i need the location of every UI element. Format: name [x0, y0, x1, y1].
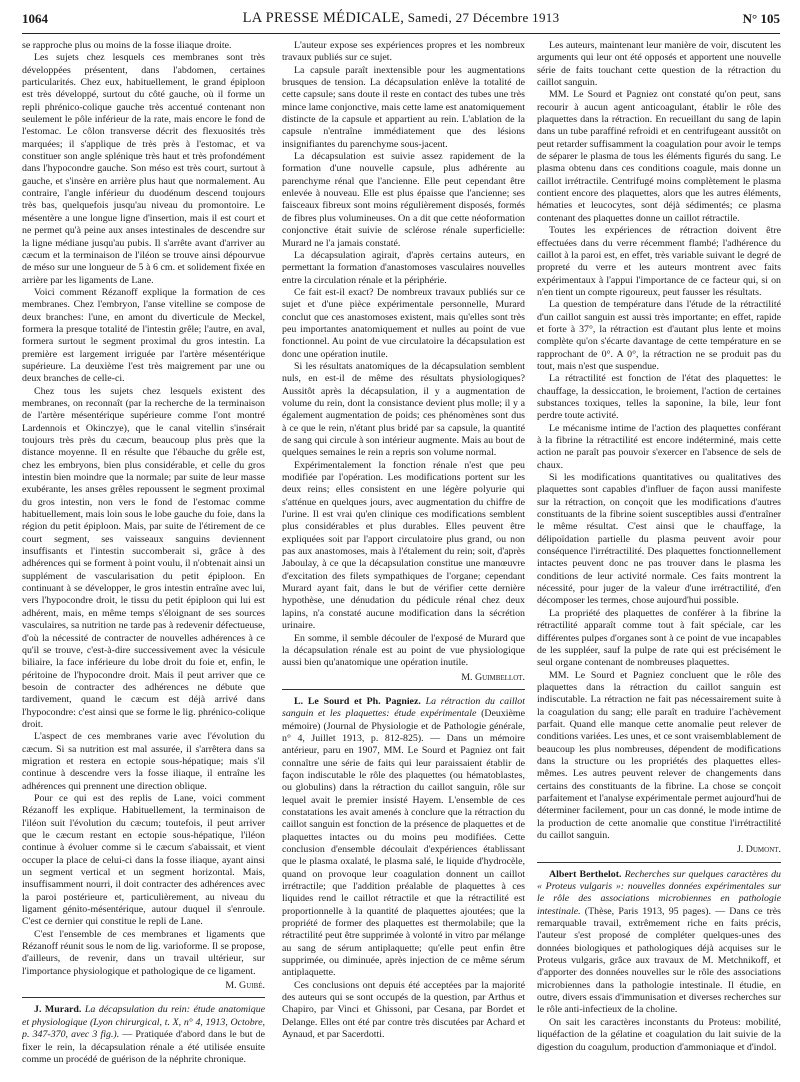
signature: M. Guimbellot. — [461, 671, 525, 683]
journal-name: LA PRESSE MÉDICALE, — [242, 10, 405, 26]
paragraph: La décapsulation est suivie assez rapidement de la formation d'une nouvelle capsule, plus adhérente au parenchyme rénal que l'ancienne. Elle peut cependant être enlevée à nouveau. Elle est plus épaisse que l'ancienne; ses faisceaux fibreux sont moins régulièrement disposés, formés de fibres plus volumineuses. On a dit que cette néoformation conjonctive était suivie de sclérose rénale superficielle: Murard ne l'a jamais constaté. — [282, 151, 525, 249]
paragraph: Si les résultats anatomiques de la décapsulation semblent nuls, en est-il de même des résultats physiologiques? Aussitôt après la décapsulation, il y a augmentation de volume du rein, dont la consistance devient plus molle; il y a également augmentation de poids; ces phénomènes sont dus à ce que le rein, n'étant plus bridé par sa capsule, la quantité de sang qui circule à son intérieur augmente. Mais au bout de quelques semaines le rein a repris son volume normal. — [282, 360, 525, 459]
review-title: La rétraction du caillot sanguin et les plaquettes: étude expérimentale — [282, 695, 525, 720]
paragraph: Les auteurs, maintenant leur manière de voir, discutent les arguments qui leur ont été opposés et apportent une nouvelle série de faits touchant cette question de la rétraction du caillot sanguin. — [537, 40, 781, 89]
paragraph: Ces conclusions ont depuis été acceptées par la majorité des auteurs qui se sont occupés de la question, par Arthus et Chapiro, par Vinci et Ghissoni, par Cesana, par Bordet et Delange. Elles ont été par contre très discutées par Achard et Aynaud, et par Sacerdotti. — [282, 979, 525, 1041]
paragraph: Toutes les expériences de rétraction doivent être effectuées dans du verre récemment flambé; l'adhérence du caillot à la paroi est, en effet, très variable suivant le degré de propreté du verre et les auteurs montrent avec faits expérimentaux à l'appui l'importance de ce facteur qui, si on n'en tient un compte rigoureux, peut fausser les résultats. — [537, 225, 781, 298]
paragraph: La capsule paraît inextensible pour les augmentations brusques de tension. La décapsulation enlève la totalité de cette capsule; sans doute il reste en contact des tubes une très mince lame conjonctive, mais cette lame est anatomiquement distincte de la capsule et appartient au rein. L'ablation de la capsule n'entraîne immédiatement que des lésions insignifiantes du parenchyme sous-jacent. — [282, 64, 525, 150]
signature: J. Dumont. — [736, 844, 781, 856]
paragraph: C'est l'ensemble de ces membranes et ligaments que Rézanoff réunit sous le nom de lig. varioforme. Il se propose, d'ailleurs, de revenir, dans un travail ultérieur, sur l'importance physiologique et pathologique de ce ligament. — [22, 928, 265, 977]
signature: M. Guibé. — [225, 980, 265, 992]
paragraph: Voici comment Rézanoff explique la formation de ces membranes. Chez l'embryon, l'anse vitelline se compose de deux branches: l'une, en amont du diverticule de Meckel, formera la presque totalité de l'intestin grêle; l'autre, en aval, formera surtout le segment proximal du gros intestin. La première est largement irriguée par l'artère mésentérique supérieure. La deuxième l'est très maigrement par une ou deux branches de celle-ci. — [22, 286, 265, 385]
paragraph: MM. Le Sourd et Pagniez ont constaté qu'on peut, sans recourir à aucun agent anticoagulant, établir le rôle des plaquettes dans la rétraction. En recueillant du sang de lapin dans un tube paraffiné refroidi et en centrifugeant aussitôt on peut retarder suffisamment la coagulation pour avoir le temps de séparer le plasma de tous les éléments figurés du sang. Le plasma obtenu dans ces conditions coagule, mais donne un caillot irrétractile. Centrifugé moins complètement le plasma contient encore des plaquettes, alors que les autres éléments, hématies et leucocytes, sont déjà sédimentés; ce plasma contenant des plaquettes donne un caillot rétractile. — [537, 89, 781, 224]
review-entry — [537, 869, 781, 1017]
issue-date: Samedi, 27 Décembre 1913 — [404, 10, 560, 25]
paragraph: Chez tous les sujets chez lesquels existent des membranes, on reconnaît (par la recherche de la terminaison de l'artère mésentérique supérieure comme l'ont montré Lardennois et Okinczye), que le canal vitellin s'insérait toujours très près du cæcum, beaucoup plus près que la distance moyenne. Il en résulte que l'ébauche du grêle est, chez les embryons, bien plus considérable, et celle du gros intestin bien moindre que la normale; par suite de leur masse exubérante, les anses grêles repoussent le segment proximal du gros intestin, non vers le fond de l'estomac comme habituellement, mais loin sous le lobe gauche du foie, dans la région du petit épiploon. Mais, par suite de l'étirement de ce court segment, ses vaisseaux sanguins deviennent insuffisants et l'intestin succomberait si, grâce à des adhérences qui se forment à point voulu, il n'obtenait ainsi un supplément de vascularisation du petit épiploon. En continuant à se développer, le gros intestin entraîne avec lui, vers l'hypocondre droit, le tissu du petit épiploon qui lui est adhérent, mais, en même temps s'éloignant de ses sources vasculaires, sa nutrition ne tarde pas à redevenir défectueuse, d'où la nécessité de contracter de nouvelles adhérences à ce qu'il se trouve, c'est-à-dire successivement avec la vésicule biliaire, la face inférieure du lobe droit du foie et, enfin, le péritoine de l'hypocondre droit. Mais il peut arriver que ce besoin de contracter des adhérences ne débute que tardivement, quand le cæcum est déjà arrivé dans l'hypocondre: c'est ainsi que se forme le lig. phrénico-colique droit. — [22, 385, 265, 730]
paragraph: La question de température dans l'étude de la rétractilité d'un caillot sanguin est aussi très importante; en effet, rapide et forte à 37°, la rétraction est d'autant plus lente et moins complète qu'on s'écarte davantage de cette température en se rapprochant de 0°. A 0°, la rétraction ne se produit pas du tout, mais n'est que suspendue. — [537, 299, 781, 372]
paragraph: Pour ce qui est des replis de Lane, voici comment Rézanoff les explique. Habituellement, la terminaison de l'iléon suit l'évolution du cæcum; toutefois, il peut arriver que le cæcum restant en ectopie sous-hépatique, l'iléon continue à évoluer comme si le cæcum s'abaissait, et vient occuper la place de celui-ci dans la fosse iliaque, ayant ainsi un segment vertical et un segment horizontal. Mais, insuffisamment nourri, il doit contracter des adhérences avec la paroi postérieure et, particulièrement, au niveau du ligament génito-mésentérique, autour duquel il s'enroule. C'est ce dernier qui constitue le repli de Lane. — [22, 792, 265, 928]
review-separator — [282, 689, 525, 690]
paragraph: La propriété des plaquettes de conférer à la fibrine la rétractilité apparaît comme tout à fait spéciale, car les différentes pulpes d'organes sont à ce point de vue incapables de les suppléer, sauf la pulpe de rate qui est précisément le seul organe contenant de nombreuses plaquettes. — [537, 607, 781, 669]
column-2 — [282, 40, 525, 1080]
paragraph: L'auteur expose ses expériences propres et les nombreux travaux publiés sur ce sujet. — [282, 40, 525, 64]
paragraph: On sait les caractères inconstants du Proteus: mobilité, liquéfaction de la gélatine et coagulation du lait suivie de la digestion du coagulum, production d'ammoniaque et d'indol. — [537, 1016, 781, 1053]
review-separator — [22, 997, 265, 998]
paragraph: MM. Le Sourd et Pagniez concluent que le rôle des plaquettes dans la rétraction du caillot sanguin est indiscutable. La rétraction ne fait pas nécessairement suite à la coagulation du sang; elle paraît en traduire l'achèvement parfait. Quand elle manque cette anomalie peut relever de conditions variées. Les unes, et ce sont vraisemblablement de beaucoup les plus nombreuses, dépendent de modifications dans la structure ou les propriétés des plaquettes elles-mêmes. Les autres peuvent relever de changements dans certains des constituants de la fibrine. La chose se conçoit parfaitement et l'analyse expérimentale permet aujourd'hui de déterminer facilement, pour un cas donné, le mode intime de la production de cette anomalie que constitue l'irrétractilité du caillot sanguin. — [537, 669, 781, 841]
paragraph: Les sujets chez lesquels ces membranes sont très développées présentent, dans l'abdomen, certaines particularités. Chez eux, habituellement, le grand épiploon est très développé, surtout du côté gauche, où il forme un repli phrénico-colique gauche très accentué contenant non seulement le pôle inférieur de la rate, mais encore le fond de l'estomac. Le côlon transverse décrit des flexuosités très marquées; il s'applique de très près à l'estomac, et va constituer son angle splénique très haut et très profondément dans l'hypocondre gauche. Son méso est très court, surtout à gauche, et s'insère en arrière plus haut que normalement. Au contraire, l'angle inférieur du duodénum descend toujours très bas, quelquefois jusqu'au niveau du promontoire. Le mésentère a une longue ligne d'insertion, mais il est court et ne permet qu'à peine aux anses intestinales de descendre sur la ligne médiane jusqu'au pubis. Il s'arrête avant d'arriver au cæcum et la terminaison de l'iléon se trouve ainsi dépourvue de méso sur une longueur de 5 à 6 cm. et solidement fixée en arrière par les ligaments de Lane. — [22, 52, 265, 286]
issue-number: N° 105 — [742, 11, 780, 26]
review-entry — [22, 1004, 265, 1066]
review-author: L. Le Sourd et Ph. Pagniez. — [294, 695, 421, 707]
review-entry — [282, 696, 525, 980]
column-3 — [537, 40, 781, 1080]
review-title: Recherches sur quelques caractères du « Proteus vulgaris »: nouvelles données expérimentales sur le rôle des associations microbiennes en pathologie intestinale. — [537, 868, 781, 917]
paragraph: Le mécanisme intime de l'action des plaquettes conférant à la fibrine la rétractilité est encore indéterminé, mais cette action ne paraît pas pouvoir s'exercer en l'absence de sels de chaux. — [537, 422, 781, 471]
header-rule — [22, 33, 780, 34]
page-header — [22, 7, 780, 33]
paragraph: L'aspect de ces membranes varie avec l'évolution du cæcum. Si sa nutrition est mal assurée, il s'arrêtera dans sa migration et restera en ectopie sous-hépatique; mais s'il continue à descendre vers la fosse iliaque, il entraîne les adhérences qui prennent une direction oblique. — [22, 731, 265, 792]
review-title: La décapsulation du rein: étude anatomique et physiologique (Lyon chirurgical, t. X, n° 4, 1913, Octobre, p. 347-370, avec 3 fig.). — [22, 1004, 265, 1041]
review-author: J. Murard. — [34, 1004, 82, 1016]
paragraph: La rétractilité est fonction de l'état des plaquettes: le chauffage, la dessiccation, le broiement, l'action de certaines substances toxiques, telles la saponine, la bile, leur font perdre toute activité. — [537, 373, 781, 422]
page-number: 1064 — [22, 11, 48, 26]
review-author: Albert Berthelot. — [549, 868, 622, 880]
paragraph: Expérimentalement la fonction rénale n'est que peu modifiée par l'opération. Les modifications portent sur les deux reins; elles consistent en une légère polyurie qui s'atténue en quelques jours, avec augmentation du chiffre de l'urine. Il est vrai qu'en clinique ces modifications semblent plus considérables et plus durables. Elles peuvent être expliquées soit par l'apport circulatoire plus grand, ou non pas aux anastomoses, mais à l'étalement du rein; soit, d'après Jaboulay, à ce que la décapsulation constitue une manœuvre d'excitation des filets sympathiques de l'organe; cependant Murard ayant fait, dans le but de vérifier cette dernière hypothèse, une dénudation du pédicule rénal chez deux lapins, n'a constaté aucune modification dans la sécrétion urinaire. — [282, 459, 525, 632]
review-text: — Pratiquée d'abord dans le but de fixer le rein, la décapsulation rénale a été utilisée ensuite comme un procédé de guérison de la néphrite chronique. — [22, 1029, 265, 1065]
column-1 — [22, 40, 265, 1080]
paragraph: En somme, il semble découler de l'exposé de Murard que la décapsulation rénale est au point de vue physiologique aussi bien qu'anatomique une opération inutile. — [282, 632, 525, 669]
review-separator — [537, 862, 781, 863]
paragraph: se rapproche plus ou moins de la fosse iliaque droite. — [22, 40, 232, 51]
review-text: (Thèse, Paris 1913, 95 pages). — Dans ce très remarquable travail, extrêmement riche en faits précis, l'auteur s'est proposé de compléter quelques-unes des données biologiques et pathologiques déjà acquises sur le Proteus vulgaris, grâce aux travaux de M. Metchnikoff, et d'apporter des données nouvelles sur le rôle des associations microbiennes dans la pathologie intestinale. Il étudie, en outre, divers essais d'immunisation et diverses recherches sur le rôle anti-infectieux de la choline. — [537, 905, 781, 1016]
journal-title — [22, 10, 780, 27]
paragraph: Ce fait est-il exact? De nombreux travaux publiés sur ce sujet et d'une pièce expérimentale personnelle, Murard conclut que ces anastomoses existent, mais qu'elles sont très peu importantes anatomiquement et nulles au point de vue fonctionnel. Au point de vue circulatoire la décapsulation est donc une opération inutile. — [282, 286, 525, 360]
paragraph: La décapsulation agirait, d'après certains auteurs, en permettant la formation d'anastomoses vasculaires nouvelles entre la circulation rénale et la périphérie. — [282, 249, 525, 286]
review-text: (Deuxième mémoire) (Journal de Physiologie et de Pathologie générale, n° 4, Juillet 1913, p. 812-825). — Dans un mémoire antérieur, paru en 1907, MM. Le Sourd et Pagniez ont fait connaître une série de faits qui leur paraissaient établir de façon indiscutable le rôle des plaquettes (ou hématoblastes, ou globulins) dans la rétraction du caillot sanguin, rôle sur lequel avait le premier insisté Hayem. L'ensemble de ces constatations les avait amenés à conclure que la rétraction du caillot sanguin est fonction de la présence de plaquettes et de plaquettes intactes ou du moins peu modifiées. Cette conclusion d'ensemble découlait d'expériences établissant que le plasma oxalaté, le plasma salé, le liquide d'hydrocèle, quand on provoque leur coagulation donnent un caillot irrétractile; que l'addition préalable de plaquettes à ces liquides rend le caillot rétractile et que la rétractilité est proportionnelle à la quantité de plaquettes ajoutées; que la propriété de former des plaquettes est thermolabile; que la rétractilité peut être supprimée à volonté in vitro par mélange au sang de sérum antiplaquette; qu'elle peut enfin être supprimée, ou diminuée, après injection de ce même sérum antiplaquette. — [282, 708, 525, 979]
paragraph: Si les modifications quantitatives ou qualitatives des plaquettes sont capables d'influer de façon aussi manifeste sur la rétraction, on conçoit que les modifications d'autres constituants de la fibrine soient susceptibles aussi d'entraîner le même résultat. C'est ainsi que le chauffage, la délipoïdation partielle du plasma peuvent avoir pour conséquence l'irrétractilité. Des plaquettes fonctionnellement intactes peuvent donc ne pas trouver dans le plasma les conditions de leur activité normale. Ces faits montrent la nécessité, pour juger de la valeur d'une irrétractilité, d'en décomposer les termes, chose aujourd'hui possible. — [537, 472, 781, 607]
